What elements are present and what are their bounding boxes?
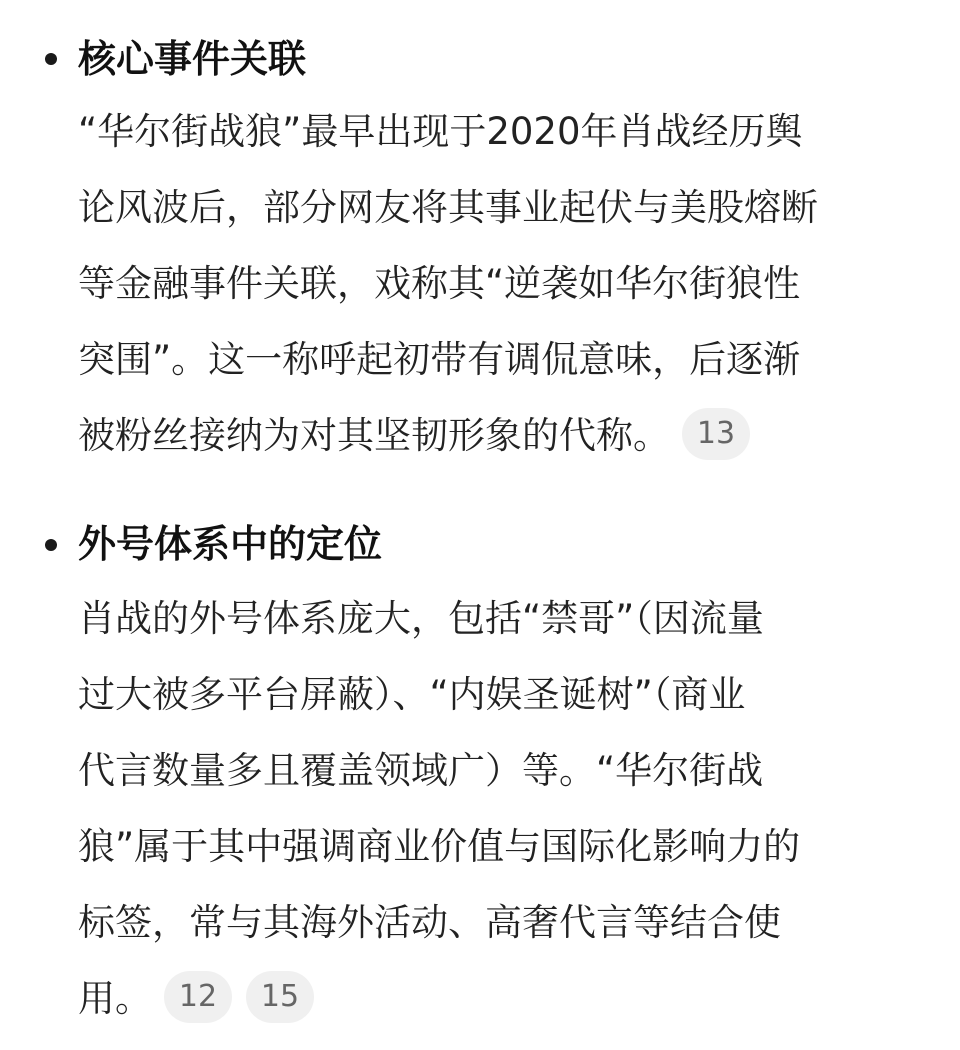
section-body bbox=[78, 94, 908, 474]
body-line: 突围”。这一称呼起初带有调侃意味，后逐渐 bbox=[78, 338, 801, 381]
body-line: 代言数量多且覆盖领域广）等。“华尔街战 bbox=[78, 749, 764, 792]
body-line: 论风波后，部分网友将其事业起伏与美股熔断 bbox=[78, 186, 818, 229]
body-line-last bbox=[78, 398, 908, 474]
body-line-text: 用。 bbox=[78, 977, 152, 1020]
body-line: 狼”属于其中强调商业价值与国际化影响力的 bbox=[78, 825, 801, 868]
body-line: 过大被多平台屏蔽）、“内娱圣诞树”（商业 bbox=[78, 673, 746, 716]
section-heading: 核心事件关联 bbox=[78, 37, 307, 81]
bullet-dot bbox=[45, 53, 57, 65]
citation-badge[interactable]: 13 bbox=[682, 408, 750, 460]
body-line-text: 被粉丝接纳为对其坚韧形象的代称。 bbox=[78, 414, 670, 457]
section-heading: 外号体系中的定位 bbox=[78, 522, 383, 566]
section-body bbox=[78, 581, 908, 1037]
body-line-last bbox=[78, 961, 908, 1037]
bullet-dot bbox=[45, 539, 57, 551]
body-line: “华尔街战狼”最早出现于2020年肖战经历舆 bbox=[78, 110, 803, 153]
citation-badge[interactable]: 15 bbox=[246, 971, 314, 1023]
body-line: 等金融事件关联，戏称其“逆袭如华尔街狼性 bbox=[78, 262, 801, 305]
citation-badge[interactable]: 12 bbox=[164, 971, 232, 1023]
body-line: 肖战的外号体系庞大，包括“禁哥”（因流量 bbox=[78, 597, 764, 640]
body-line: 标签，常与其海外活动、高奢代言等结合使 bbox=[78, 901, 781, 944]
